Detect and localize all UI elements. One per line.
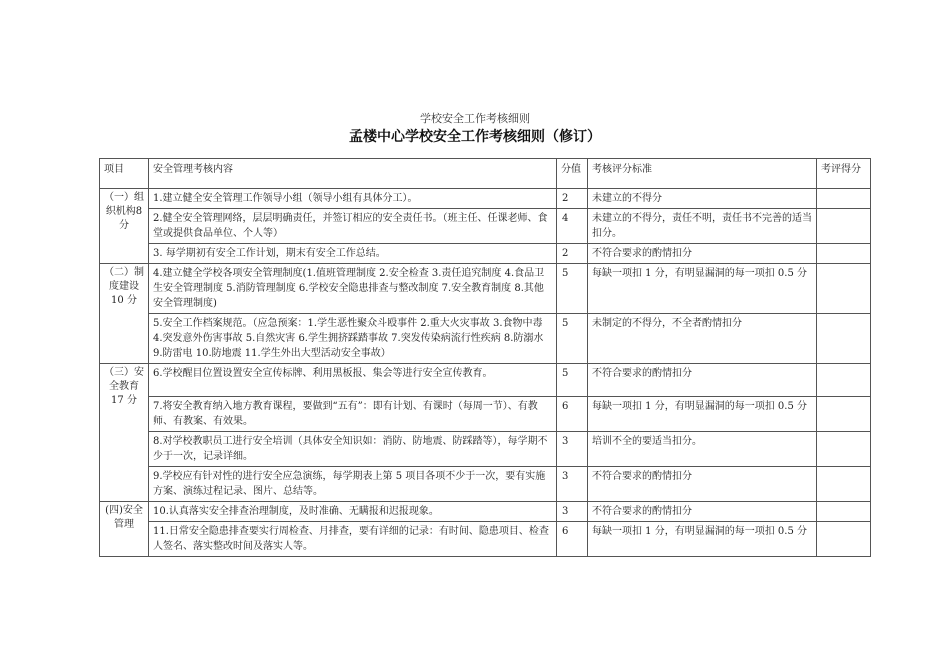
table-row — [100, 244, 871, 264]
row-rating-cell — [817, 467, 871, 502]
row-standard: 未建立的不得分 — [588, 189, 817, 209]
assessment-table — [99, 158, 871, 557]
row-rating-cell — [817, 502, 871, 522]
row-rating-cell — [817, 314, 871, 364]
header-item: 项目 — [100, 159, 149, 189]
row-content: 6.学校醒目位置设置安全宣传标牌、利用黑板报、集会等进行安全宣传教育。 — [149, 364, 557, 397]
row-content: 11.日常安全隐患排查要实行周检查、月排查，要有详细的记录：有时间、隐患项目、检查人签名、落实整改时间及落实人等。 — [149, 522, 557, 557]
category-management: (四)安全管理 — [100, 502, 149, 557]
header-standard: 考核评分标准 — [588, 159, 817, 189]
row-standard: 每缺一项扣 1 分，有明显漏洞的每一项扣 0.5 分 — [588, 397, 817, 432]
row-standard: 不符合要求的酌情扣分 — [588, 244, 817, 264]
row-content: 5.安全工作档案规范。（应急预案：1.学生恶性聚众斗殴事件 2.重大火灾事故 3.食物中毒 4.突发意外伤害事故 5.自然灾害 6.学生拥挤踩踏事故 7.突发传染病流行性疾病 8.防溺水 9.防雷电 10.防地震 11.学生外出大型活动安全事故） — [149, 314, 557, 364]
table-row — [100, 264, 871, 314]
row-standard: 每缺一项扣 1 分，有明显漏洞的每一项扣 0.5 分 — [588, 264, 817, 314]
row-content: 7.将安全教育纳入地方教育课程，要做到“五有”：即有计划、有课时（每周一节）、有教师、有教案、有效果。 — [149, 397, 557, 432]
row-content: 1.建立健全安全管理工作领导小组（领导小组有具体分工）。 — [149, 189, 557, 209]
table-row — [100, 432, 871, 467]
header-content: 安全管理考核内容 — [149, 159, 557, 189]
header-score: 分值 — [557, 159, 588, 189]
row-rating-cell — [817, 189, 871, 209]
category-education: （三）安全教育17 分 — [100, 364, 149, 502]
row-rating-cell — [817, 397, 871, 432]
row-score: 5 — [557, 264, 588, 314]
row-rating-cell — [817, 364, 871, 397]
table-row — [100, 397, 871, 432]
table-header-row — [100, 159, 871, 189]
row-content: 3. 每学期初有安全工作计划，期末有安全工作总结。 — [149, 244, 557, 264]
document-subtitle: 学校安全工作考核细则 — [420, 112, 530, 125]
row-content: 10.认真落实安全排查治理制度，及时准确、无瞒报和迟报现象。 — [149, 502, 557, 522]
row-rating-cell — [817, 522, 871, 557]
row-standard: 不符合要求的酌情扣分 — [588, 364, 817, 397]
row-standard: 培训不全的要适当扣分。 — [588, 432, 817, 467]
table-row — [100, 209, 871, 244]
row-content: 8.对学校教职员工进行安全培训（具体安全知识如：消防、防地震、防踩踏等），每学期不少于一次，记录详细。 — [149, 432, 557, 467]
row-rating-cell — [817, 244, 871, 264]
table-row — [100, 189, 871, 209]
row-score: 2 — [557, 189, 588, 209]
row-score: 3 — [557, 432, 588, 467]
row-standard: 未建立的不得分，责任不明，责任书不完善的适当扣分。 — [588, 209, 817, 244]
row-score: 3 — [557, 467, 588, 502]
row-standard: 不符合要求的酌情扣分 — [588, 467, 817, 502]
category-regulations: （二）制度建设10 分 — [100, 264, 149, 364]
row-score: 5 — [557, 314, 588, 364]
row-standard: 不符合要求的酌情扣分 — [588, 502, 817, 522]
table-row — [100, 502, 871, 522]
header-rating: 考评得分 — [817, 159, 871, 189]
row-score: 3 — [557, 502, 588, 522]
table-row — [100, 364, 871, 397]
row-rating-cell — [817, 209, 871, 244]
row-score: 4 — [557, 209, 588, 244]
table-row — [100, 522, 871, 557]
row-score: 5 — [557, 364, 588, 397]
row-score: 6 — [557, 397, 588, 432]
row-content: 9.学校应有针对性的进行安全应急演练，每学期表上第 5 项目各项不少于一次，要有实施方案、演练过程记录、图片、总结等。 — [149, 467, 557, 502]
row-score: 6 — [557, 522, 588, 557]
table-row — [100, 314, 871, 364]
row-content: 4.建立健全学校各项安全管理制度(1.值班管理制度 2.安全检查 3.责任追究制度 4.食品卫生安全管理制度 5.消防管理制度 6.学校安全隐患排查与整改制度 7.安全教育制度 8.其他安全管理制度) — [149, 264, 557, 314]
row-standard: 每缺一项扣 1 分，有明显漏洞的每一项扣 0.5 分 — [588, 522, 817, 557]
table-row — [100, 467, 871, 502]
row-rating-cell — [817, 432, 871, 467]
document-title: 孟楼中心学校安全工作考核细则（修订） — [349, 129, 601, 145]
row-standard: 未制定的不得分，不全者酌情扣分 — [588, 314, 817, 364]
category-organization: （一）组织机构8 分 — [100, 189, 149, 264]
row-score: 2 — [557, 244, 588, 264]
row-rating-cell — [817, 264, 871, 314]
row-content: 2.健全安全管理网络，层层明确责任，并签订相应的安全责任书。（班主任、任课老师、食堂或提供食品单位、个人等） — [149, 209, 557, 244]
